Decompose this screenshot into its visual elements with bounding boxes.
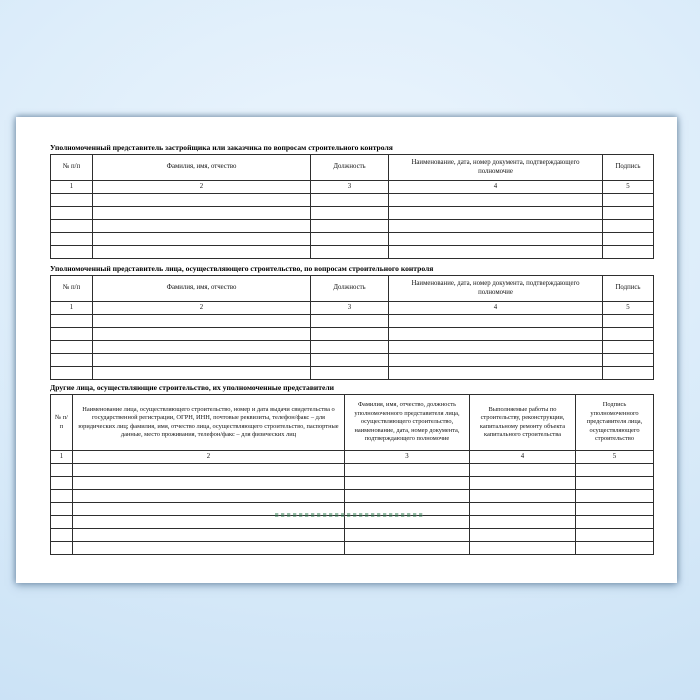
empty-table-row — [51, 207, 654, 220]
empty-cell — [73, 529, 345, 542]
empty-cell — [93, 220, 311, 233]
empty-cell — [576, 516, 654, 529]
column-number-cell: 5 — [603, 181, 654, 194]
empty-cell — [389, 341, 603, 354]
empty-cell — [51, 341, 93, 354]
empty-cell — [51, 516, 73, 529]
empty-cell — [389, 354, 603, 367]
header-cell-signature: Подпись — [603, 276, 654, 302]
empty-cell — [51, 464, 73, 477]
section-other-persons — [50, 383, 653, 555]
column-number-cell: 4 — [389, 181, 603, 194]
column-number-cell: 4 — [389, 302, 603, 315]
empty-table-row — [51, 246, 654, 259]
builder-representative-table — [50, 154, 654, 259]
header-cell-position: Должность — [311, 155, 389, 181]
section-title: Другие лица, осуществляющие строительство, их уполномоченные представители — [50, 383, 335, 392]
empty-cell — [470, 542, 576, 555]
section-contractor-representative — [50, 264, 653, 380]
empty-cell — [389, 194, 603, 207]
empty-table-row — [51, 315, 654, 328]
empty-cell — [93, 194, 311, 207]
empty-cell — [470, 464, 576, 477]
document-page — [16, 117, 677, 583]
empty-cell — [73, 542, 345, 555]
empty-table-row — [51, 354, 654, 367]
empty-cell — [345, 542, 470, 555]
empty-cell — [470, 529, 576, 542]
empty-cell — [389, 207, 603, 220]
empty-cell — [603, 354, 654, 367]
column-number-cell: 3 — [345, 451, 470, 464]
column-number-cell: 1 — [51, 451, 73, 464]
empty-cell — [389, 233, 603, 246]
section-title: Уполномоченный представитель лица, осуществляющего строительство, по вопросам строительного контроля — [50, 264, 434, 273]
column-number-row — [51, 302, 654, 315]
section-builder-representative — [50, 143, 653, 259]
header-cell-signature: Подпись — [603, 155, 654, 181]
empty-cell — [311, 354, 389, 367]
empty-cell — [576, 464, 654, 477]
empty-cell — [73, 477, 345, 490]
empty-cell — [311, 207, 389, 220]
empty-cell — [389, 315, 603, 328]
empty-cell — [311, 194, 389, 207]
empty-cell — [389, 246, 603, 259]
empty-cell — [389, 328, 603, 341]
empty-cell — [93, 246, 311, 259]
table-header-row — [51, 276, 654, 302]
empty-cell — [576, 503, 654, 516]
empty-cell — [311, 315, 389, 328]
empty-cell — [73, 516, 345, 529]
empty-table-row — [51, 464, 654, 477]
empty-cell — [51, 367, 93, 380]
column-number-cell: 4 — [470, 451, 576, 464]
empty-cell — [93, 233, 311, 246]
empty-cell — [603, 246, 654, 259]
empty-cell — [345, 464, 470, 477]
empty-cell — [603, 367, 654, 380]
empty-cell — [603, 315, 654, 328]
column-number-row — [51, 181, 654, 194]
form-content — [50, 143, 653, 555]
empty-table-row — [51, 367, 654, 380]
header-cell-works: Выполняемые работы по строительству, реконструкции, капитальному ремонту объекта капитального строительства — [470, 395, 576, 451]
empty-cell — [311, 341, 389, 354]
empty-cell — [311, 220, 389, 233]
column-number-cell: 5 — [576, 451, 654, 464]
empty-cell — [51, 246, 93, 259]
empty-cell — [51, 529, 73, 542]
empty-cell — [51, 328, 93, 341]
empty-cell — [576, 529, 654, 542]
empty-cell — [51, 503, 73, 516]
empty-cell — [51, 477, 73, 490]
table-header-row — [51, 395, 654, 451]
empty-cell — [603, 341, 654, 354]
column-number-row — [51, 451, 654, 464]
empty-table-row — [51, 233, 654, 246]
empty-cell — [470, 490, 576, 503]
empty-cell — [51, 490, 73, 503]
empty-cell — [345, 477, 470, 490]
empty-cell — [576, 477, 654, 490]
contractor-representative-table — [50, 275, 654, 380]
empty-cell — [345, 490, 470, 503]
column-number-cell: 1 — [51, 302, 93, 315]
empty-cell — [51, 542, 73, 555]
header-cell-signature: Подпись уполномоченного представителя лица, осуществляющего строительство — [576, 395, 654, 451]
table-header-row — [51, 155, 654, 181]
header-cell-document: Наименование, дата, номер документа, подтверждающего полномочие — [389, 155, 603, 181]
empty-cell — [311, 367, 389, 380]
empty-cell — [470, 503, 576, 516]
column-number-cell: 1 — [51, 181, 93, 194]
empty-cell — [73, 464, 345, 477]
empty-cell — [51, 233, 93, 246]
empty-cell — [470, 477, 576, 490]
empty-cell — [603, 328, 654, 341]
column-number-cell: 5 — [603, 302, 654, 315]
empty-cell — [470, 516, 576, 529]
empty-cell — [603, 220, 654, 233]
empty-cell — [576, 542, 654, 555]
column-number-cell: 3 — [311, 181, 389, 194]
column-number-cell: 2 — [93, 302, 311, 315]
header-cell-number: № п/п — [51, 395, 73, 451]
empty-cell — [93, 341, 311, 354]
empty-cell — [51, 207, 93, 220]
empty-cell — [93, 315, 311, 328]
empty-cell — [311, 328, 389, 341]
other-persons-table — [50, 394, 654, 555]
header-cell-representative-details: Фамилия, имя, отчество, должность уполномоченного представителя лица, осуществляющего строительство, наименование, дата, номер документа, подтверждающего полномочие — [345, 395, 470, 451]
header-cell-name: Фамилия, имя, отчество — [93, 276, 311, 302]
empty-cell — [311, 246, 389, 259]
empty-cell — [345, 529, 470, 542]
empty-table-row — [51, 516, 654, 529]
empty-cell — [51, 315, 93, 328]
empty-table-row — [51, 328, 654, 341]
empty-table-row — [51, 477, 654, 490]
empty-cell — [73, 490, 345, 503]
header-cell-number: № п/п — [51, 155, 93, 181]
empty-cell — [603, 207, 654, 220]
empty-table-row — [51, 529, 654, 542]
empty-table-row — [51, 194, 654, 207]
empty-cell — [51, 220, 93, 233]
header-cell-number: № п/п — [51, 276, 93, 302]
empty-cell — [93, 328, 311, 341]
empty-table-row — [51, 490, 654, 503]
empty-cell — [603, 233, 654, 246]
column-number-cell: 2 — [73, 451, 345, 464]
green-dashed-watermark — [275, 513, 425, 517]
header-cell-position: Должность — [311, 276, 389, 302]
empty-table-row — [51, 341, 654, 354]
empty-table-row — [51, 220, 654, 233]
header-cell-name: Фамилия, имя, отчество — [93, 155, 311, 181]
empty-cell — [576, 490, 654, 503]
empty-cell — [93, 354, 311, 367]
empty-cell — [311, 233, 389, 246]
empty-cell — [51, 354, 93, 367]
header-cell-document: Наименование, дата, номер документа, подтверждающего полномочие — [389, 276, 603, 302]
empty-cell — [389, 367, 603, 380]
empty-cell — [345, 516, 470, 529]
empty-cell — [93, 367, 311, 380]
column-number-cell: 3 — [311, 302, 389, 315]
header-cell-person-details: Наименование лица, осуществляющего строительство, номер и дата выдачи свидетельства о государственной регистрации, ОГРН, ИНН, почтовые реквизиты, телефон/факс – для юридических лиц; фамилия, имя, отчество лица, осуществляющего строительство, паспортные данные, место проживания, телефон/факс – для физических лиц — [73, 395, 345, 451]
empty-cell — [51, 194, 93, 207]
column-number-cell: 2 — [93, 181, 311, 194]
empty-cell — [93, 207, 311, 220]
section-title: Уполномоченный представитель застройщика или заказчика по вопросам строительного контроля — [50, 143, 393, 152]
empty-table-row — [51, 542, 654, 555]
empty-cell — [389, 220, 603, 233]
empty-cell — [603, 194, 654, 207]
